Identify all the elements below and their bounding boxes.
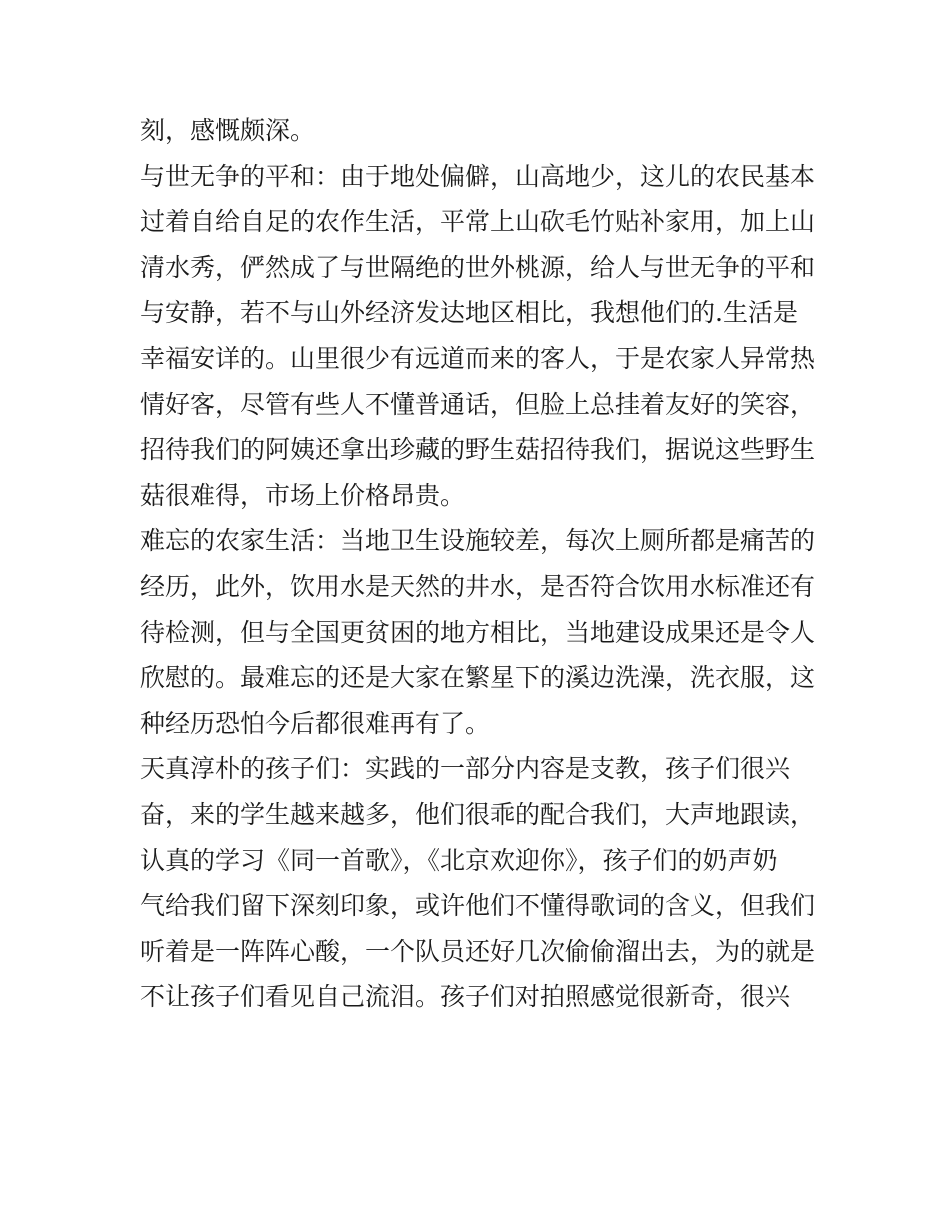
- text-line: 与世无争的平和：由于地处偏僻，山高地少，这儿的农民基本: [140, 161, 816, 191]
- text-line: 难忘的农家生活：当地卫生设施较差，每次上厕所都是痛苦的: [140, 526, 816, 556]
- text-line: 幸福安详的。山里很少有远道而来的客人，于是农家人异常热: [140, 343, 816, 373]
- text-line: 经历，此外，饮用水是天然的井水，是否符合饮用水标准还有: [140, 571, 816, 601]
- text-line: 招待我们的阿姨还拿出珍藏的野生菇招待我们，据说这些野生: [140, 435, 816, 465]
- text-line: 认真的学习《同一首歌》，《北京欢迎你》，孩子们的奶声奶: [140, 845, 778, 875]
- text-line: 待检测，但与全国更贫困的地方相比，当地建设成果还是令人: [140, 617, 816, 647]
- text-line: 奋，来的学生越来越多，他们很乖的配合我们，大声地跟读，: [140, 799, 816, 829]
- text-line: 听着是一阵阵心酸，一个队员还好几次偷偷溜出去，为的就是: [140, 936, 816, 966]
- document-text-body: [140, 108, 820, 1020]
- text-line: 过着自给自足的农作生活，平常上山砍毛竹贴补家用，加上山: [140, 207, 816, 237]
- text-line: 不让孩子们看见自己流泪。孩子们对拍照感觉很新奇，很兴: [140, 982, 791, 1012]
- text-line: 种经历恐怕今后都很难再有了。: [140, 708, 491, 738]
- text-line: 气给我们留下深刻印象，或许他们不懂得歌词的含义，但我们: [140, 891, 816, 921]
- text-line: 天真淳朴的孩子们：实践的一部分内容是支教，孩子们很兴: [140, 754, 791, 784]
- text-line: 与安静，若不与山外经济发达地区相比，我想他们的.生活是: [140, 298, 798, 328]
- text-line: 清水秀，俨然成了与世隔绝的世外桃源，给人与世无争的平和: [140, 252, 816, 282]
- text-line: 刻，感慨颇深。: [140, 116, 316, 145]
- text-line: 欣慰的。最难忘的还是大家在繁星下的溪边洗澡，洗衣服，这: [140, 663, 816, 693]
- text-line: 情好客，尽管有些人不懂普通话，但脸上总挂着友好的笑容，: [140, 389, 816, 419]
- text-line: 菇很难得，市场上价格昂贵。: [140, 480, 466, 510]
